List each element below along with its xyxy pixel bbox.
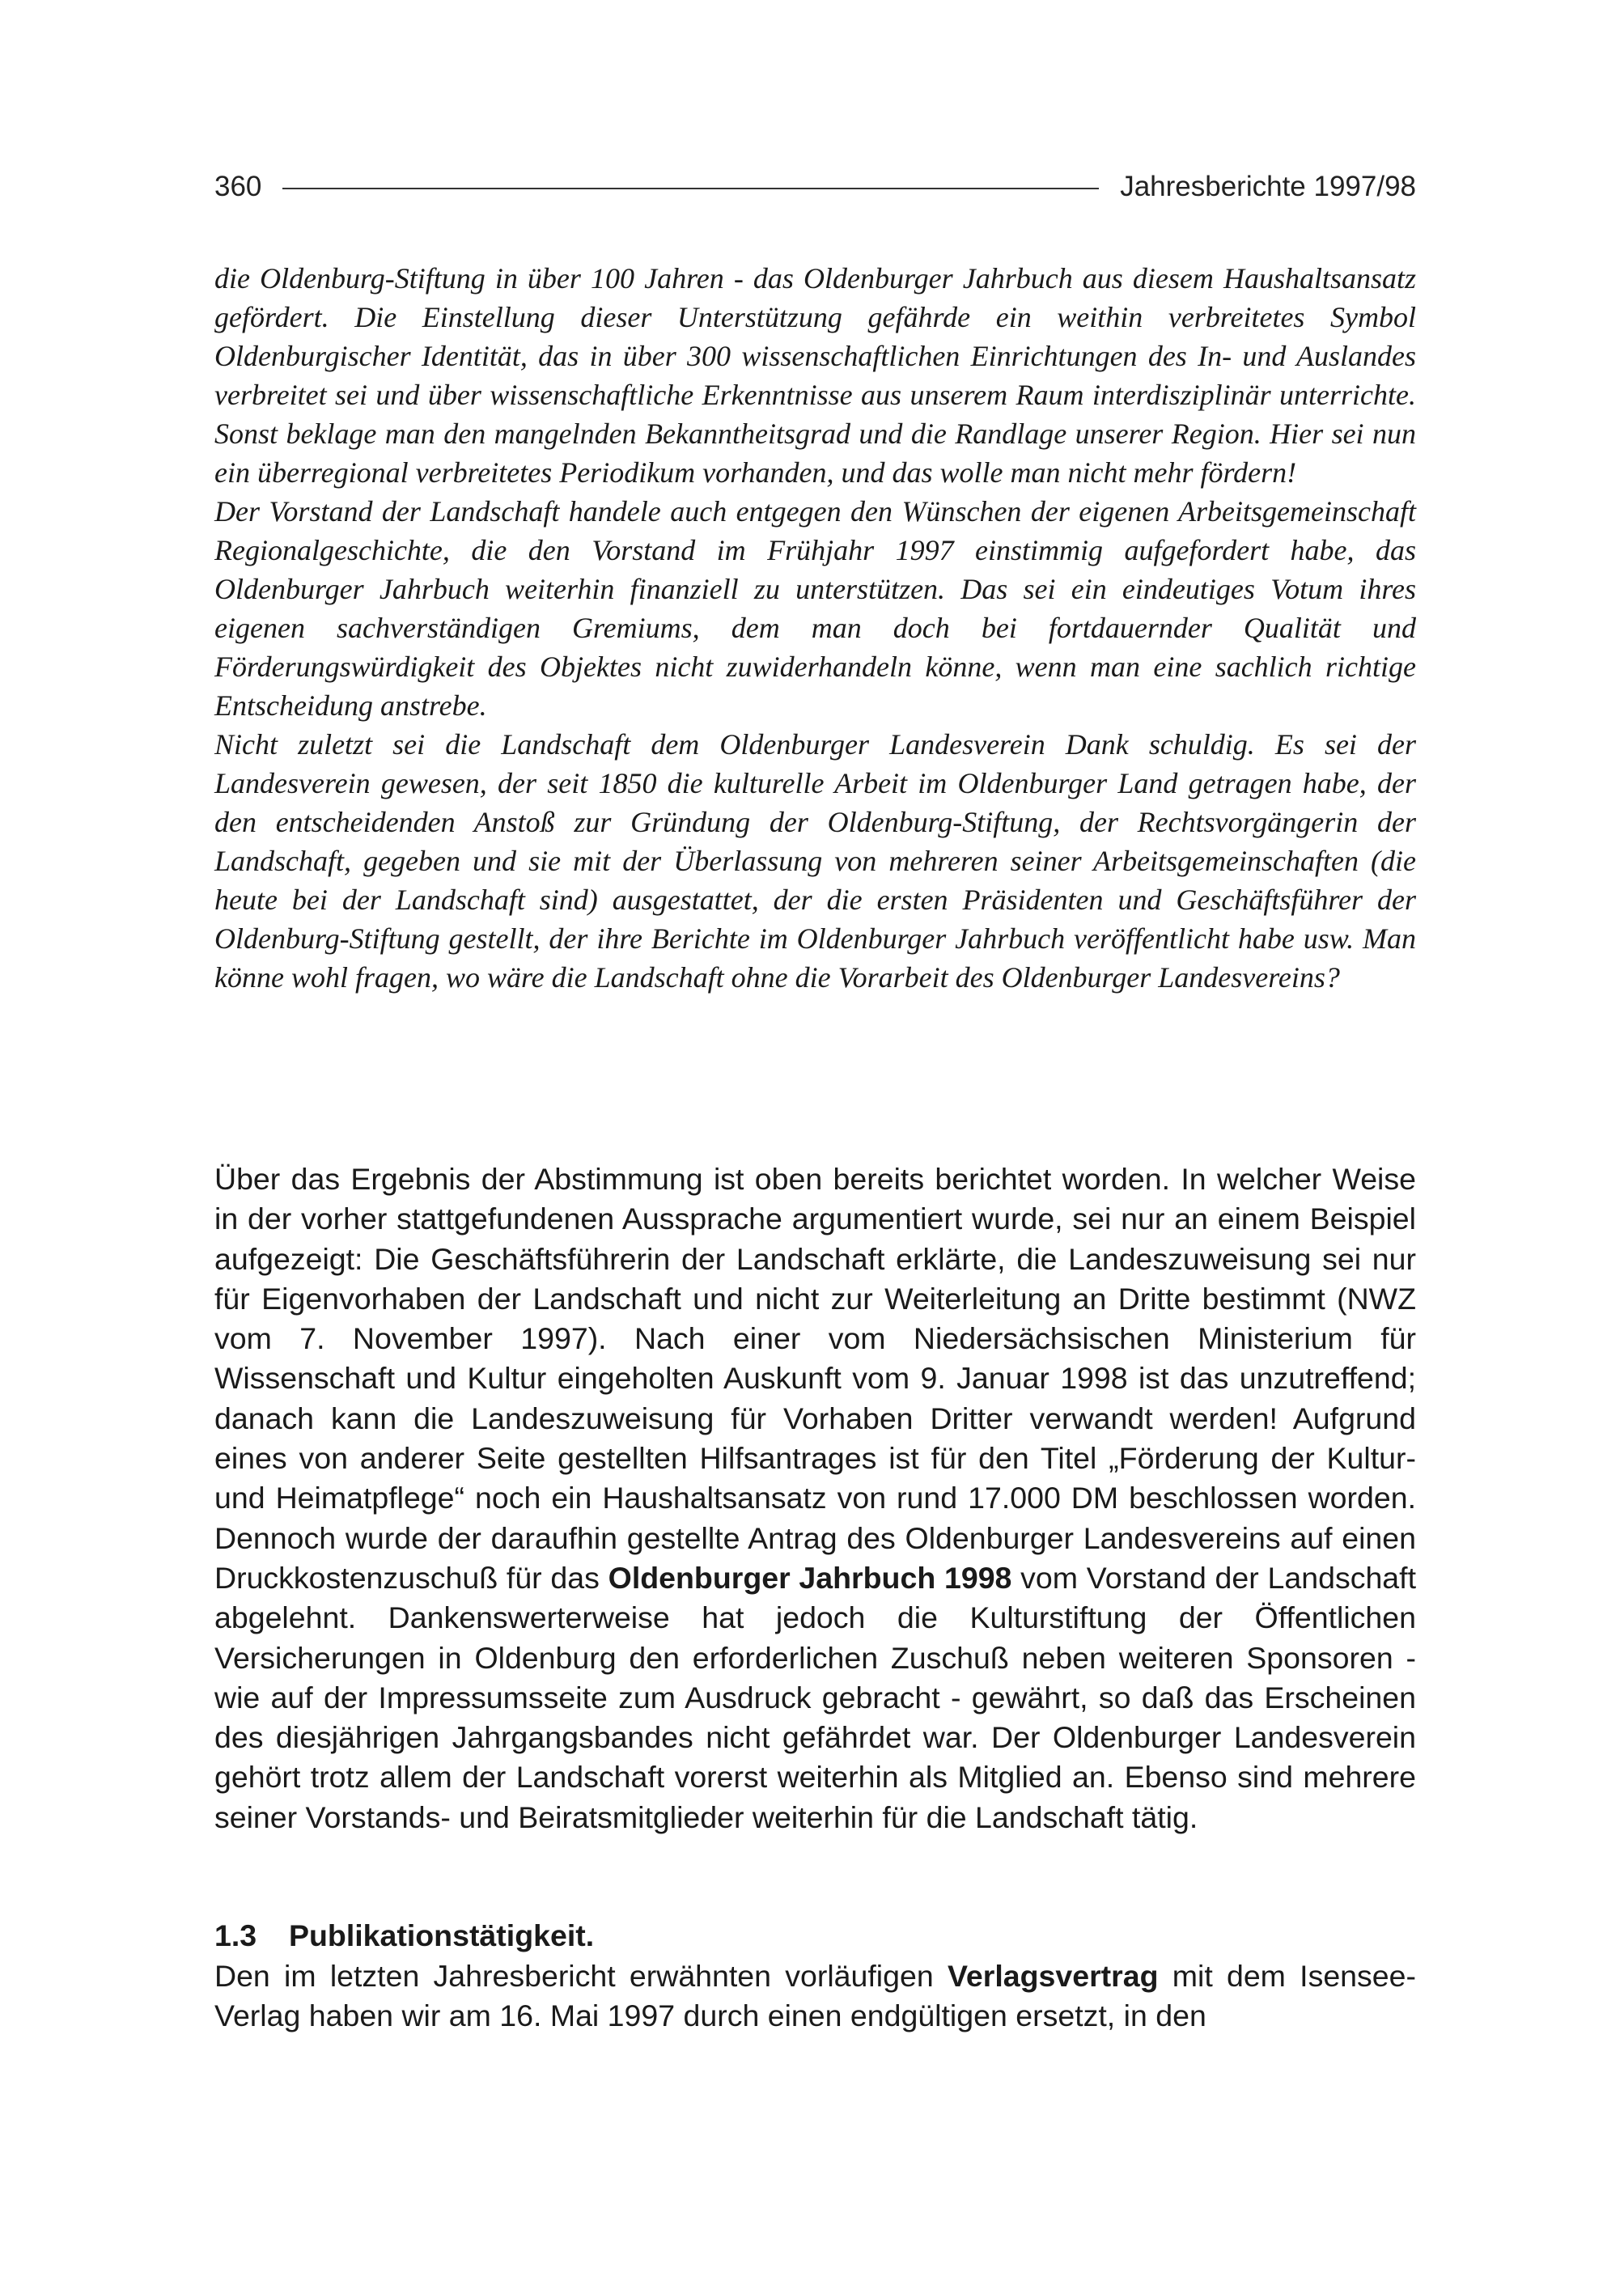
bold-term: Verlagsvertrag [947, 1958, 1159, 1993]
section-1-3 [214, 1916, 1416, 2037]
body-text [214, 1159, 1416, 1837]
section-text-part: Den im letzten Jahresbericht erwähnten vorläufigen [214, 1958, 934, 1993]
running-header [214, 164, 1416, 210]
section-title: Publikationstätigkeit. [289, 1918, 595, 1952]
running-title: Jahresberichte 1997/98 [1120, 171, 1416, 202]
body-paragraph [214, 1159, 1416, 1837]
quote-paragraph: Der Vorstand der Landschaft handele auch entgegen den Wünschen der eigenen Arbeitsgemeinschaft Regionalgeschichte, die den Vorstand im Frühjahr 1997 einstimmig aufgefordert habe, das Oldenburger Jahrbuch weiterhin finanziell zu unterstützen. Das sei ein eindeutiges Votum ihres eigenen sachverständigen Gremiums, dem man doch bei fortdauernder Qualität und Förderungswürdigkeit des Objektes nicht zuwiderhandeln könne, wenn man eine sachlich richtige Entscheidung anstrebe. [214, 495, 1416, 722]
quoted-passage [214, 259, 1416, 997]
header-rule [282, 188, 1099, 189]
section-text [214, 1956, 1416, 2037]
body-text-part: Über das Ergebnis der Abstimmung ist oben bereits berichtet worden. In welcher Weise in der vorher stattgefundenen Aussprache argumentiert wurde, sei nur an einem Beispiel aufgezeigt: Die Geschäftsführerin der Landschaft erklärte, die Landeszuweisung sei nur für Eigenvorhaben der Landschaft und nicht zur Weiterleitung an Dritte bestimmt (NWZ vom 7. November 1997). Nach einer vom Niedersächsischen Ministerium für Wissenschaft und Kultur eingeholten Auskunft vom 9. Januar 1998 ist das unzutreffend; danach kann die Landeszuweisung für Vorhaben Dritter verwandt werden! Aufgrund eines von anderer Seite gestellten Hilfsantrages ist für den Titel „Förderung der Kultur- und Heimatpflege“ noch ein Haushaltsansatz von rund 17.000 DM beschlossen worden. Dennoch wurde der daraufhin gestellte Antrag des Oldenburger Landesvereins auf einen Druckkostenzuschuß für das [214, 1162, 1416, 1595]
section-heading [214, 1916, 1416, 1956]
bold-title: Oldenburger Jahrbuch 1998 [608, 1560, 1012, 1595]
quote-paragraph: Nicht zuletzt sei die Landschaft dem Oldenburger Landesverein Dank schuldig. Es sei der Landesverein gewesen, der seit 1850 die kulturelle Arbeit im Oldenburger Land getragen habe, der den entscheidenden Anstoß zur Gründung der Oldenburg-Stiftung, der Rechtsvorgängerin der Landschaft, gegeben und sie mit der Überlassung von mehreren seiner Arbeitsgemeinschaften (die heute bei der Landschaft sind) ausgestattet, der die ersten Präsidenten und Geschäftsführer der Oldenburg-Stiftung gestellt, der ihre Berichte im Oldenburger Jahrbuch veröffentlicht habe usw. Man könne wohl fragen, wo wäre die Landschaft ohne die Vorarbeit des Oldenburger Landesvereins? [214, 728, 1416, 994]
section-text-part: mit dem Isensee-Verlag haben wir am 16. Mai 1997 durch einen endgültigen ersetzt, in den [214, 1958, 1416, 2032]
body-text-part: vom Vorstand der Landschaft abgelehnt. Dankenswerterweise hat jedoch die Kulturstiftung der Öffentlichen Versicherungen in Oldenburg den erforderlichen Zuschuß neben weiteren Sponsoren - wie auf der Impressumsseite zum Ausdruck gebracht - gewährt, so daß das Erscheinen des diesjährigen Jahrgangsbandes nicht gefährdet war. Der Oldenburger Landesverein gehört trotz allem der Landschaft vorerst weiterhin als Mitglied an. Ebenso sind mehrere seiner Vorstands- und Beiratsmitglieder weiterhin für die Landschaft tätig. [214, 1560, 1416, 1834]
page-number: 360 [214, 171, 262, 202]
section-number: 1.3 [214, 1918, 257, 1952]
quote-paragraph: die Oldenburg-Stiftung in über 100 Jahren - das Oldenburger Jahrbuch aus diesem Haushaltsansatz gefördert. Die Einstellung dieser Unterstützung gefährde ein weithin verbreitetes Symbol Oldenburgischer Identität, das in über 300 wissenschaftlichen Einrichtungen des In- und Auslandes verbreitet sei und über wissenschaftliche Erkenntnisse aus unserem Raum interdisziplinär unterrichte. Sonst beklage man den mangelnden Bekanntheitsgrad und die Randlage unserer Region. Hier sei nun ein überregional verbreitetes Periodikum vorhanden, und das wolle man nicht mehr fördern! [214, 262, 1416, 489]
